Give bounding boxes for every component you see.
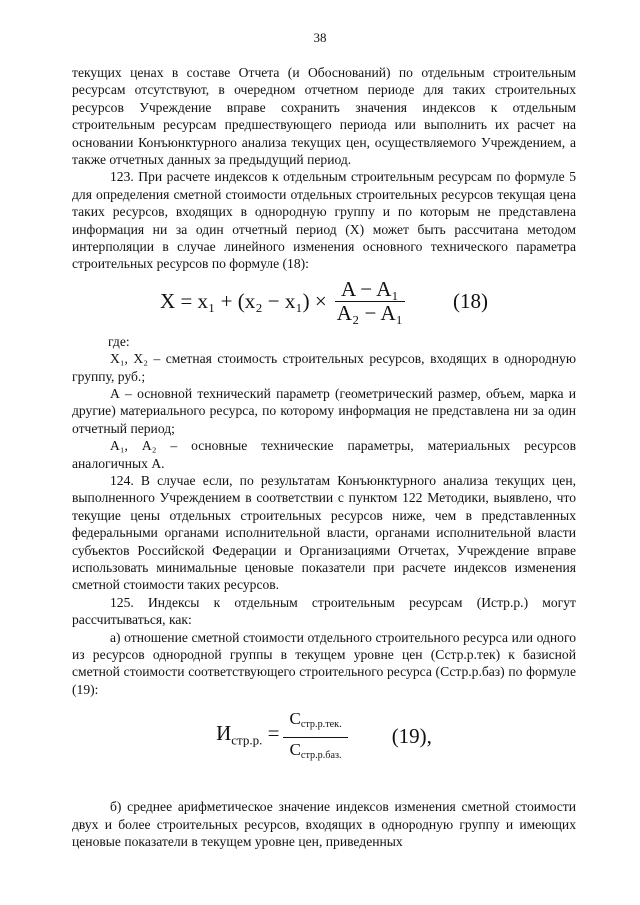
formula-18-number: (18) xyxy=(452,289,488,314)
formula-18-denominator: A₂ − A₁ xyxy=(336,301,403,326)
paragraph-125-a: а) отношение сметной стоимости отдельного строительного ресурса или одного из ресурсов однородной группы в текущем уровне цен (Сстр.р.тек) к базисной сметной стоимости соответствующего строительного ресурса (Сстр.р.баз) по формуле (19): xyxy=(72,629,576,697)
formula-18-numerator: A − A₁ xyxy=(335,281,405,302)
document-body xyxy=(72,64,576,850)
paragraph-125: 125. Индексы к отдельным строительным ресурсам (Истр.р.) могут рассчитываться, как: xyxy=(72,594,576,628)
formula-19-lhs-base: И xyxy=(216,721,232,746)
formula-19-lhs xyxy=(216,721,280,749)
spacer xyxy=(72,776,576,798)
definition-a: А – основной технический параметр (геометрический размер, объем, марка и другие) материального ресурса, по которому информация не представлена ни за один отчетный период; xyxy=(72,385,576,436)
formula-19-equals: = xyxy=(262,721,280,746)
definition-a1-a2: А₁, А₂ – основные технические параметры, материальных ресурсов аналогичных А. xyxy=(72,438,576,471)
formula-19-num-base: С xyxy=(289,709,301,729)
paragraph-123: 123. При расчете индексов к отдельным строительным ресурсам по формуле 5 для определения сметной стоимости отдельных строительных ресурсов текущая цена таких ресурсов, входящих в однородную группу и по которым не представлена информация ни за один отчетный период (X) может быть рассчитана методом интерполяции в случае линейного изменения основного технического параметра строительных ресурсов по формуле (18): xyxy=(72,169,576,272)
formula-19-numerator xyxy=(283,710,347,737)
page-number: 38 xyxy=(313,30,327,45)
where-label: где: xyxy=(108,333,130,349)
paragraph-124: 124. В случае если, по результатам Конъюнктурного анализа текущих цен, выполненного Учреждением в соответствии с пунктом 122 Методики, выявлено, что текущие цены отдельных строительных ресурсов ниже, чем в представленных федеральными органами исполнительной власти, органами исполнительной власти субъектов Российской Федерации и Организациями Отчетах, Учреждение вправе использовать минимальные ценовые показатели при расчете индексов изменения сметной стоимости таких ресурсов. xyxy=(72,472,576,593)
formula-18-fraction xyxy=(331,276,409,326)
definition-x1-x2: X₁, X₂ – сметная стоимость строительных ресурсов, входящих в однородную группу, руб.; xyxy=(72,351,576,384)
paragraph-continuation: текущих ценах в составе Отчета (и Обоснований) по отдельным строительным ресурсам отсутствуют, в очередном отчетном периоде для таких строительных ресурсов Учреждение вправе сохранить значения индексов к отдельным строительным ресурсам предшествующего периода или выполнить их расчет на основании Конъюнктурного анализа текущих цен, осуществляемого Учреждением, а также отчетных данных за предыдущий период. xyxy=(72,65,576,168)
formula-19-den-base: С xyxy=(289,739,301,759)
paragraph-125-b: б) среднее арифметическое значение индексов изменения сметной стоимости двух и более строительных ресурсов, входящих в однородную группу и имеющих ценовые показатели в текущем уровне цен, приведенных xyxy=(72,799,576,849)
formula-19-lhs-sub: стр.р. xyxy=(231,732,263,748)
formula-18 xyxy=(72,276,576,326)
formula-18-lhs: X = x₁ + (x₂ − x₁) × xyxy=(160,289,327,314)
formula-19-fraction xyxy=(283,710,347,764)
formula-19-denominator xyxy=(284,738,348,764)
formula-19-num-sub: стр.р.тек. xyxy=(300,719,342,731)
formula-19-den-sub: стр.р.баз. xyxy=(300,749,342,761)
formula-19-number: (19), xyxy=(391,724,432,749)
formula-19 xyxy=(72,710,576,764)
